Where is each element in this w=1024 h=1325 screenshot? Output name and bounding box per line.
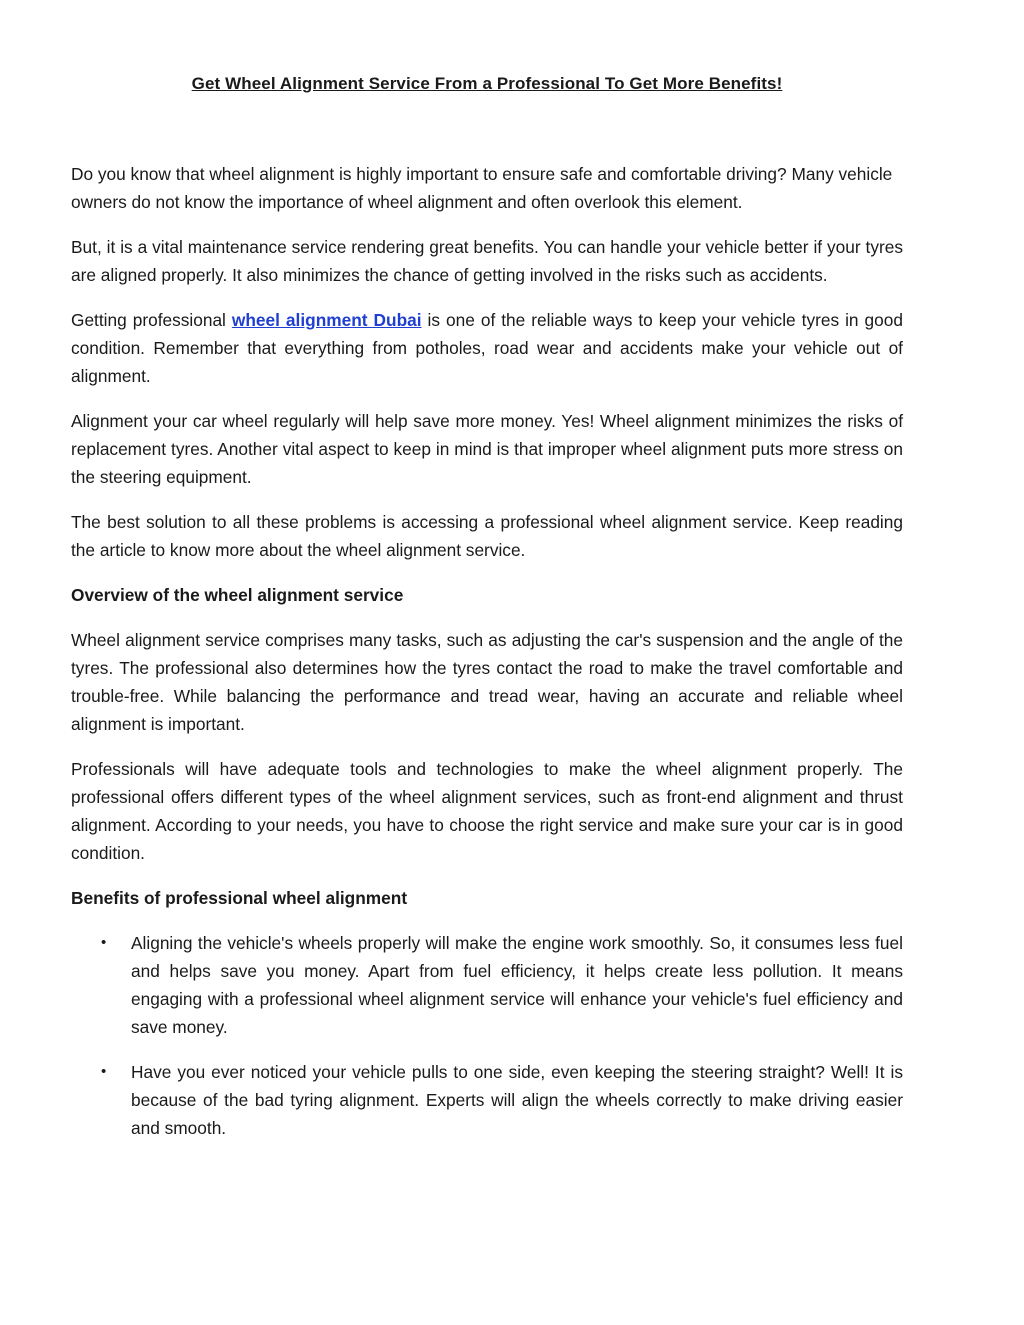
paragraph-service-tasks: Wheel alignment service comprises many tasks, such as adjusting the car's suspension and the angle of the tyres. The professional also determines how the tyres contact the road to make the travel comfortable and trouble-free. While balancing the performance and tread wear, having an accurate and reliable wheel alignment is important.: [71, 630, 903, 734]
paragraph-save-money: Alignment your car wheel regularly will help save more money. Yes! Wheel alignment minimizes the risks of replacement tyres. Another vital aspect to keep in mind is that improper wheel alignment puts more stress on the steering equipment.: [71, 411, 903, 487]
paragraph-professional-alignment: [71, 306, 903, 390]
paragraph-intro: Do you know that wheel alignment is highly important to ensure safe and comfortable driving? Many vehicle owners do not know the importance of wheel alignment and often overlook this element.: [71, 164, 893, 212]
document-body: [71, 160, 903, 1159]
paragraph-tools-technologies: Professionals will have adequate tools and technologies to make the wheel alignment properly. The professional offers different types of the wheel alignment services, such as front-end alignment and thrust alignment. According to your needs, you have to choose the right service and make sure your car is in good condition.: [71, 759, 903, 863]
paragraph-vital-service: But, it is a vital maintenance service rendering great benefits. You can handle your vehicle better if your tyres are aligned properly. It also minimizes the chance of getting involved in the risks such as accidents.: [71, 237, 903, 285]
wheel-alignment-dubai-link[interactable]: wheel alignment Dubai: [231, 310, 422, 330]
bullet-icon: •: [101, 1063, 107, 1080]
list-item-text: Have you ever noticed your vehicle pulls to one side, even keeping the steering straight? Well! It is because of the bad tyring alignment. Experts will align the wheels correctly to make driving easier and smooth.: [131, 1062, 903, 1138]
benefits-list: [71, 929, 903, 1142]
paragraph-best-solution: The best solution to all these problems is accessing a professional wheel alignment service. Keep reading the article to know more about the wheel alignment service.: [71, 512, 903, 560]
document-title: Get Wheel Alignment Service From a Professional To Get More Benefits!: [191, 74, 783, 93]
list-item-text: Aligning the vehicle's wheels properly will make the engine work smoothly. So, it consumes less fuel and helps save you money. Apart from fuel efficiency, it helps create less pollution. It means engaging with a professional wheel alignment service will enhance your vehicle's fuel efficiency and save money.: [131, 933, 903, 1037]
paragraph-text-before-link: Getting professional: [71, 310, 232, 330]
list-item: [71, 929, 903, 1041]
heading-benefits: Benefits of professional wheel alignment: [71, 888, 408, 908]
heading-overview: Overview of the wheel alignment service: [71, 585, 404, 605]
list-item: [71, 1058, 903, 1142]
bullet-icon: •: [101, 934, 107, 951]
paragraph-text-after-link: is one of the reliable ways to keep your vehicle tyres in good condition. Remember that everything from potholes, road wear and accidents make your vehicle out of alignment.: [71, 310, 903, 386]
